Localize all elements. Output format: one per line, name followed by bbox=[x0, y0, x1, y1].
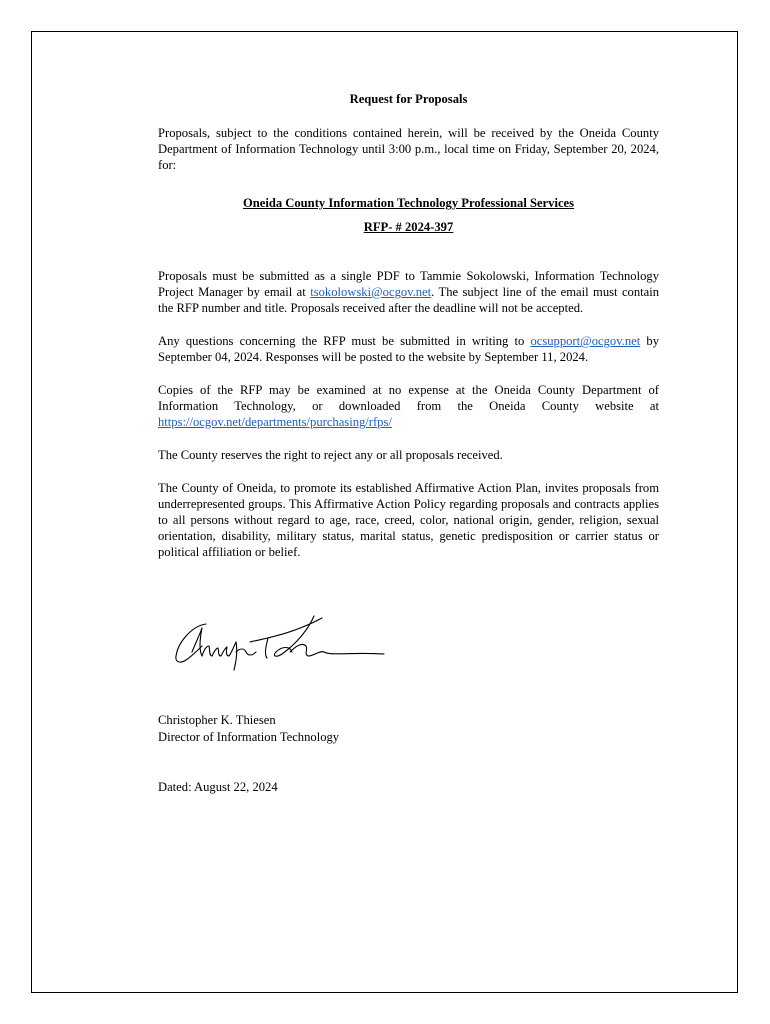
intro-paragraph: Proposals, subject to the conditions contained herein, will be received by the Oneida County Department of Information Technology until 3:00 p.m., local time on Friday, September 20, 2024, for: bbox=[158, 126, 659, 172]
rfp-website-link[interactable]: https://ocgov.net/departments/purchasing/rfps/ bbox=[158, 415, 392, 429]
copies-text-before: Copies of the RFP may be examined at no expense at the Oneida County Department of Information Technology, or downloaded from the Oneida County website at bbox=[158, 383, 659, 413]
questions-paragraph bbox=[158, 333, 659, 365]
questions-email-link[interactable]: ocsupport@ocgov.net bbox=[530, 334, 641, 348]
questions-text-before: Any questions concerning the RFP must be submitted in writing to bbox=[158, 334, 531, 348]
questions-text-after: by September 04, 2024. Responses will be posted to the website by September 11, 2024. bbox=[158, 334, 659, 364]
handwritten-signature bbox=[172, 612, 387, 672]
submission-text-after: . The subject line of the email must contain the RFP number and title. Proposals received after the deadline will not be accepted. bbox=[158, 285, 660, 315]
document-title: Request for Proposals bbox=[349, 92, 468, 106]
submission-paragraph bbox=[158, 268, 659, 316]
rfp-number: RFP- # 2024-397 bbox=[363, 220, 454, 234]
reserve-paragraph: The County reserves the right to reject any or all proposals received. bbox=[158, 448, 503, 462]
signer-name: Christopher K. Thiesen bbox=[158, 713, 276, 727]
dated-line: Dated: August 22, 2024 bbox=[158, 780, 278, 794]
project-title: Oneida County Information Technology Professional Services bbox=[242, 196, 575, 210]
copies-paragraph bbox=[158, 382, 659, 430]
affirmative-action-paragraph: The County of Oneida, to promote its established Affirmative Action Plan, invites proposals from underrepresented groups. This Affirmative Action Policy regarding proposals and contracts applies to all persons without regard to age, race, creed, color, national origin, gender, religion, sexual orientation, disability, military status, marital status, genetic predisposition or carrier status or political affiliation or belief. bbox=[158, 481, 659, 559]
signer-title: Director of Information Technology bbox=[158, 730, 340, 744]
signer-block bbox=[158, 712, 339, 746]
submission-text-before: Proposals must be submitted as a single PDF to Tammie Sokolowski, Information Technology Project Manager by email at bbox=[158, 269, 659, 299]
document-body bbox=[158, 91, 659, 577]
submission-email-link[interactable]: tsokolowski@ocgov.net bbox=[310, 285, 432, 299]
